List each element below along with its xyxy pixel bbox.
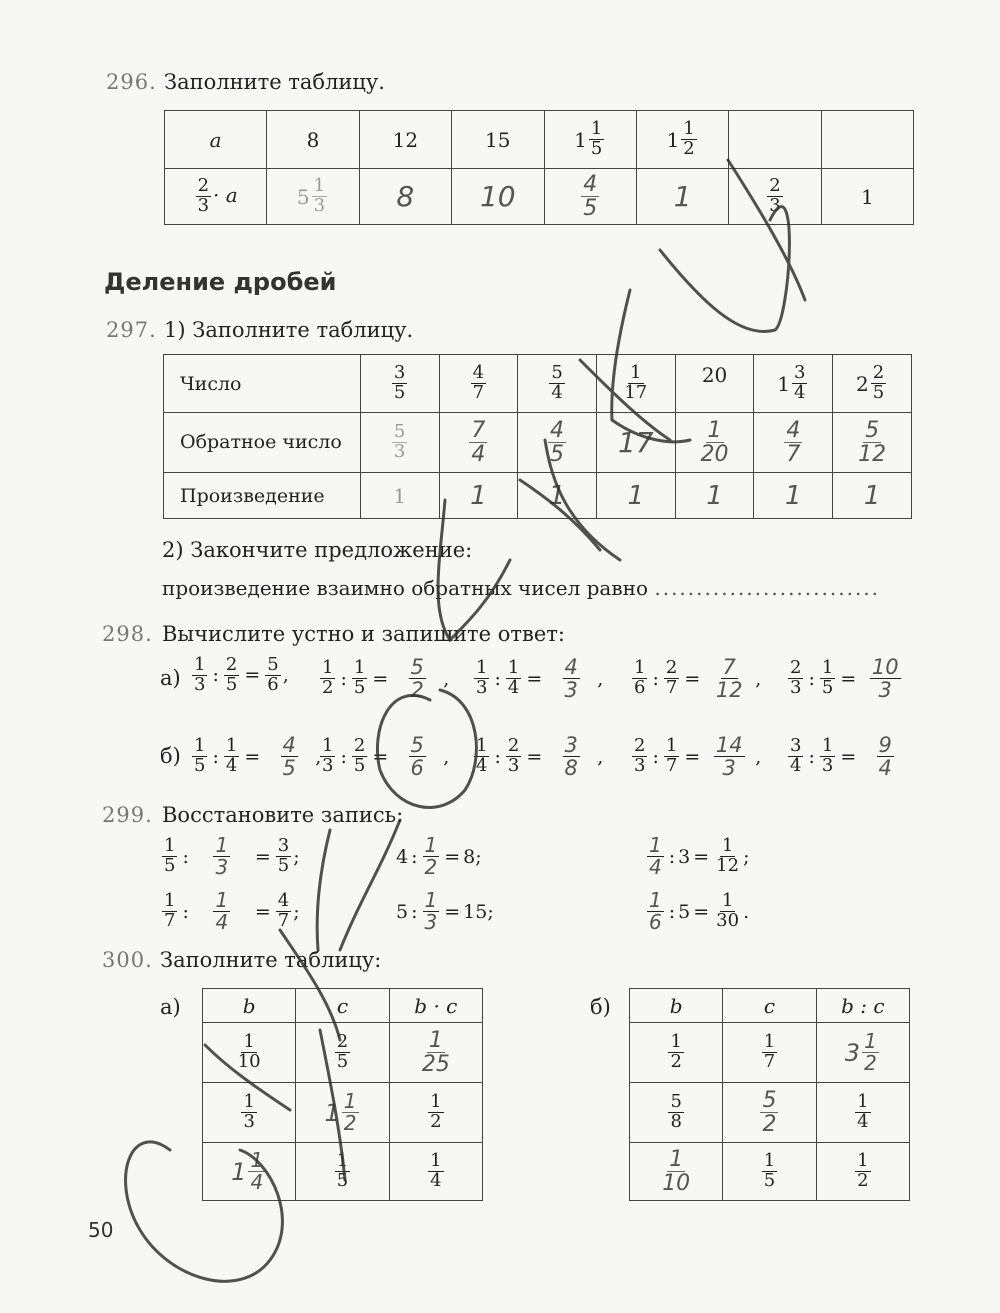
task-297-part2: 2) Закончите предложение: xyxy=(162,538,473,562)
cell-handwritten: 1 xyxy=(754,473,833,519)
equation: $\frac{2}{3}$ : $\frac{1}{5}$ = $\frac{10}{3}$ xyxy=(790,655,899,703)
cell-value: 15 xyxy=(452,111,544,169)
equation: $\frac{1}{4}$ : $\frac{2}{3}$ = $\frac{3}{8}$ , xyxy=(476,733,604,781)
cell-handwritten: $\frac{4}{5}$ xyxy=(544,169,636,225)
cell-value: $\frac{1}{4}$ xyxy=(389,1143,482,1201)
table-296 xyxy=(164,110,914,225)
task-299-text: Восстановите запись: xyxy=(162,803,404,827)
section-heading: Деление дробей xyxy=(104,268,337,296)
header-cell: b xyxy=(203,989,296,1023)
equation: $\frac{1}{4}$ : 3 = $\frac{1}{12}$ ; xyxy=(649,833,750,879)
cell-handwritten: $\frac{5}{12}$ xyxy=(833,413,912,473)
task-number-298: 298. xyxy=(102,622,153,646)
row-label: Обратное число xyxy=(164,413,361,473)
cell-value: $\frac{1}{7}$ xyxy=(723,1023,816,1083)
equation: $\frac{1}{3}$ : $\frac{1}{4}$ = $\frac{4}{3}$ , xyxy=(476,655,604,703)
cell-value: 12 xyxy=(359,111,451,169)
cell-value: 1 xyxy=(821,169,913,225)
row-label: Число xyxy=(164,355,361,413)
equation: $\frac{1}{5}$ : $\frac{1}{4}$ = $\frac{4}{5}$ , xyxy=(194,733,322,781)
cell-value: $\frac{5}{8}$ xyxy=(630,1083,723,1143)
cell-value: $\frac{4}{7}$ xyxy=(439,355,518,413)
cell-handwritten: $\frac{7}{4}$ xyxy=(439,413,518,473)
cell-gray-value: 1 xyxy=(360,473,439,519)
header-cell: b : c xyxy=(816,989,909,1023)
equation: $\frac{1}{6}$ : $\frac{2}{7}$ = $\frac{7}{12}$ , xyxy=(634,655,762,703)
header-cell: b · c xyxy=(389,989,482,1023)
task-297-sentence: произведение взаимно обратных чисел равно ........................... xyxy=(162,576,881,600)
table-300b xyxy=(629,988,910,1201)
label-a: а) xyxy=(160,995,181,1019)
label-b: б) xyxy=(590,995,611,1019)
label-a: а) xyxy=(160,666,181,690)
scribble-stroke xyxy=(438,500,510,640)
equation: $\frac{1}{7}$ : $\frac{1}{4}$ = $\frac{4}{7}$ ; xyxy=(164,888,300,934)
cell-value: $\frac{2}{5}$ xyxy=(296,1023,389,1083)
header-cell: b xyxy=(630,989,723,1023)
equation: $\frac{1}{6}$ : 5 = $\frac{1}{30}$ . xyxy=(649,888,750,934)
cell-handwritten: 17 xyxy=(596,413,675,473)
equation: $\frac{1}{5}$ : $\frac{1}{3}$ = $\frac{3}{5}$ ; xyxy=(164,833,300,879)
cell-value: $\frac{1}{3}$ xyxy=(203,1083,296,1143)
cell-handwritten: 1 xyxy=(596,473,675,519)
cell-handwritten: 1 xyxy=(833,473,912,519)
equation: $\frac{3}{4}$ : $\frac{1}{3}$ = $\frac{9}{4}$ xyxy=(790,733,892,781)
scribble-stroke xyxy=(660,207,789,332)
cell-handwritten: $\frac{1}{25}$ xyxy=(389,1023,482,1083)
cell-handwritten: 3 $\frac{1}{2}$ xyxy=(816,1023,909,1083)
equation: $\frac{1}{2}$ : $\frac{1}{5}$ = $\frac{5}{2}$ , xyxy=(322,655,450,703)
cell-value: 1 $\frac{3}{4}$ xyxy=(754,355,833,413)
header-cell: c xyxy=(723,989,816,1023)
equation: $\frac{1}{3}$ : $\frac{2}{5}$ = $\frac{5}{6}$ , xyxy=(322,733,450,781)
cell-value: 1 $\frac{1}{5}$ xyxy=(544,111,636,169)
table-297 xyxy=(163,354,912,519)
cell-value: $\frac{5}{4}$ xyxy=(518,355,597,413)
cell-handwritten: 1 $\frac{1}{2}$ xyxy=(296,1083,389,1143)
cell-handwritten: $\frac{4}{5}$ xyxy=(518,413,597,473)
task-number-296: 296. xyxy=(106,70,157,94)
row-label: Произведение xyxy=(164,473,361,519)
table-300a xyxy=(202,988,483,1201)
cell-value: $\frac{3}{5}$ xyxy=(360,355,439,413)
cell-empty xyxy=(729,111,821,169)
answer-dots: ........................... xyxy=(654,576,881,600)
cell-formula-label: $\frac{2}{3}$ · a xyxy=(165,169,267,225)
page-number: 50 xyxy=(88,1218,114,1242)
scribble-stroke xyxy=(340,820,400,950)
cell-value: 8 xyxy=(267,111,359,169)
equation: 5 : $\frac{1}{3}$ = 15; xyxy=(396,888,494,934)
cell-value: $\frac{1}{17}$ xyxy=(596,355,675,413)
cell-handwritten: 8 xyxy=(359,169,451,225)
cell-value: 2 $\frac{2}{5}$ xyxy=(833,355,912,413)
cell-value: $\frac{1}{4}$ xyxy=(816,1083,909,1143)
equation: 4 : $\frac{1}{2}$ = 8; xyxy=(396,833,482,879)
equation: $\frac{2}{3}$ : $\frac{1}{7}$ = $\frac{14}{3}$ , xyxy=(634,733,762,781)
cell-handwritten: 1 xyxy=(518,473,597,519)
header-cell: c xyxy=(296,989,389,1023)
cell-handwritten: $\frac{5}{2}$ xyxy=(723,1083,816,1143)
cell-value: $\frac{1}{5}$ xyxy=(296,1143,389,1201)
cell-handwritten: 10 xyxy=(452,169,544,225)
cell-a-label: a xyxy=(165,111,267,169)
cell-gray-value: 5 $\frac{1}{3}$ xyxy=(267,169,359,225)
cell-gray-value: $\frac{5}{3}$ xyxy=(360,413,439,473)
cell-handwritten: 1 $\frac{1}{4}$ xyxy=(203,1143,296,1201)
cell-value: $\frac{1}{2}$ xyxy=(389,1083,482,1143)
task-298-text: Вычислите устно и запишите ответ: xyxy=(162,622,565,646)
label-b: б) xyxy=(160,744,181,768)
cell-handwritten: $\frac{4}{7}$ xyxy=(754,413,833,473)
cell-value: $\frac{2}{3}$ xyxy=(729,169,821,225)
cell-value: 20 xyxy=(675,355,754,413)
cell-handwritten: 1 xyxy=(636,169,728,225)
equation: $\frac{1}{3}$ : $\frac{2}{5}$ = $\frac{5}{6}$ , xyxy=(194,654,289,695)
cell-handwritten: $\frac{1}{10}$ xyxy=(630,1143,723,1201)
scribble-stroke xyxy=(317,830,330,950)
cell-value: $\frac{1}{2}$ xyxy=(816,1143,909,1201)
task-number-299: 299. xyxy=(102,803,153,827)
task-296-text: Заполните таблицу. xyxy=(164,70,385,94)
cell-value: $\frac{1}{2}$ xyxy=(630,1023,723,1083)
cell-empty xyxy=(821,111,913,169)
cell-handwritten: $\frac{1}{20}$ xyxy=(675,413,754,473)
task-300-text: Заполните таблицу: xyxy=(160,948,382,972)
task-number-300: 300. xyxy=(102,948,153,972)
cell-value: $\frac{1}{10}$ xyxy=(203,1023,296,1083)
task-297-text: 1) Заполните таблицу. xyxy=(164,318,414,342)
cell-handwritten: 1 xyxy=(675,473,754,519)
cell-handwritten: 1 xyxy=(439,473,518,519)
cell-value: 1 $\frac{1}{2}$ xyxy=(636,111,728,169)
cell-value: $\frac{1}{5}$ xyxy=(723,1143,816,1201)
task-number-297: 297. xyxy=(106,318,157,342)
